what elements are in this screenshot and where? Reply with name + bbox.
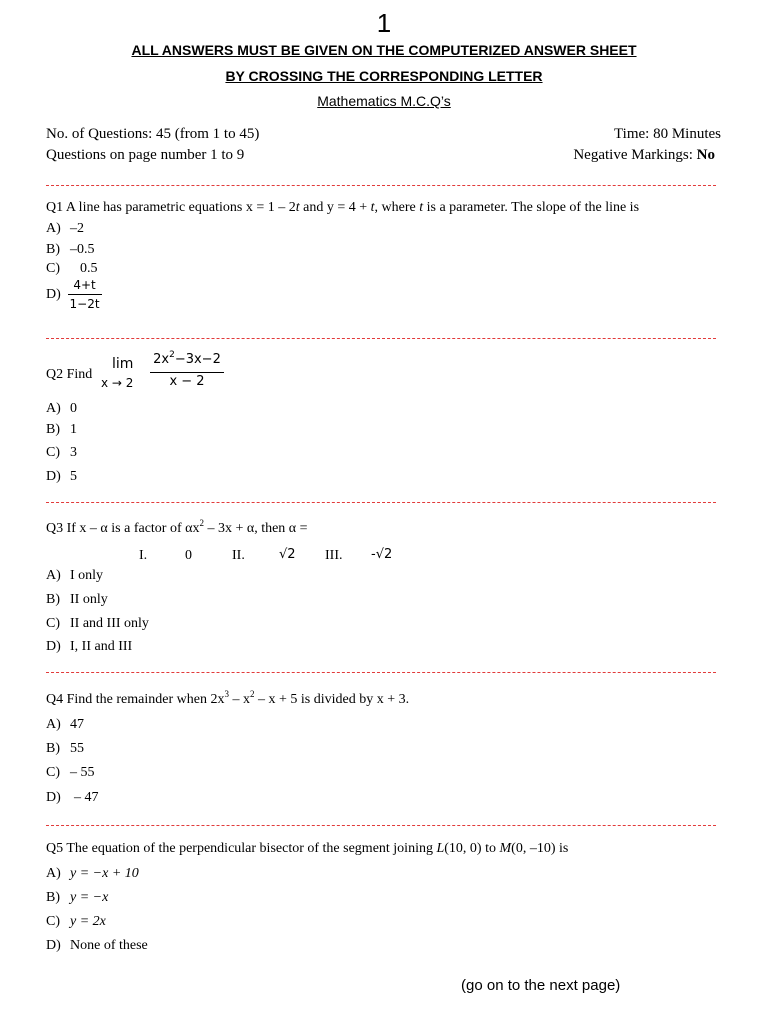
instruction-line-1: ALL ANSWERS MUST BE GIVEN ON THE COMPUTERIZED ANSWER SHEET (131, 42, 637, 58)
option-label: B) (46, 890, 60, 905)
divider (46, 672, 716, 673)
q3-option-b[interactable] (46, 592, 108, 608)
q5-option-a[interactable] (46, 866, 139, 882)
option-label: A) (46, 221, 61, 236)
q2-prefix: Q2 Find (46, 367, 93, 382)
q3-text: – 3x + α, then α = (203, 521, 308, 536)
q4-text: Q4 Find the remainder when 2x (46, 692, 225, 707)
option-label: D) (46, 469, 61, 484)
subject-title: Mathematics M.C.Q’s (317, 93, 451, 109)
option-text: 47 (70, 717, 84, 732)
exponent: 2 (249, 689, 255, 699)
q1-d-fraction (68, 278, 102, 311)
exponent: 2 (199, 518, 204, 528)
q5-option-d[interactable] (46, 938, 148, 954)
q2-lim: lim (112, 356, 134, 372)
time-limit: Time: 80 Minutes (614, 126, 721, 142)
option-label: C) (46, 445, 60, 460)
option-text: I only (70, 568, 104, 583)
q1-text: and y = 4 + (299, 200, 371, 215)
q3-choice-ii-value: √2 (279, 547, 296, 562)
option-text: y = 2x (70, 914, 106, 929)
divider (46, 825, 716, 826)
num-part: −3x−2 (174, 352, 221, 367)
num-questions: No. of Questions: 45 (from 1 to 45) (46, 126, 260, 142)
divider (46, 502, 716, 503)
q2-option-d[interactable] (46, 469, 77, 485)
negative-markings (573, 147, 715, 164)
option-label: A) (46, 401, 61, 416)
q5-option-c[interactable] (46, 914, 106, 930)
q1-text: is a parameter. The slope of the line is (423, 200, 640, 215)
q4-text: – x (228, 692, 250, 707)
option-text: 0.5 (80, 261, 98, 276)
option-text: 1 (70, 422, 77, 437)
q2-option-a[interactable] (46, 401, 77, 417)
q1-text: , where (374, 200, 420, 215)
q2-fraction-bar (150, 372, 224, 373)
option-text: –2 (70, 221, 84, 236)
q1-text: Q1 A line has parametric equations x = 1 – 2 (46, 200, 296, 215)
q2-option-b[interactable] (46, 422, 77, 438)
option-label: A) (46, 866, 61, 881)
option-text: 3 (70, 445, 77, 460)
option-text: y = −x (70, 890, 109, 905)
option-text: 55 (70, 741, 84, 756)
option-label: D) (46, 938, 61, 953)
q2-lim-sub: x → 2 (101, 376, 134, 390)
option-label: D) (46, 286, 61, 302)
option-label: C) (46, 765, 60, 780)
q2-option-c[interactable] (46, 445, 77, 461)
q1-option-d[interactable] (46, 278, 102, 311)
option-label: D) (46, 790, 61, 805)
q3-choice-iii-value: -√2 (371, 547, 393, 562)
option-label: C) (46, 914, 60, 929)
q5-text: (10, 0) to (444, 841, 500, 856)
option-text: None of these (70, 938, 148, 953)
q5-option-b[interactable] (46, 890, 108, 906)
page-questions: Questions on page number 1 to 9 (46, 147, 245, 163)
q5-point: L (436, 841, 445, 856)
question-4 (46, 689, 410, 708)
option-text: 0 (70, 401, 77, 416)
option-text: –0.5 (70, 242, 95, 257)
q1-var: t (295, 200, 300, 215)
option-text: y = −x + 10 (70, 866, 139, 881)
next-page-note: (go on to the next page) (461, 977, 621, 994)
q4-text: – x + 5 is divided by x + 3. (254, 692, 410, 707)
option-text: II only (70, 592, 108, 607)
q1-option-c[interactable] (46, 261, 98, 277)
divider (46, 338, 716, 339)
q3-choice-iii-label: III. (325, 548, 343, 563)
divider (46, 185, 716, 186)
q2-numerator (150, 352, 224, 367)
option-label: B) (46, 242, 60, 257)
negative-value: No (696, 147, 715, 163)
fraction-denominator: 1−2t (69, 297, 100, 311)
num-part: 2x (153, 352, 170, 367)
q4-option-d[interactable] (46, 790, 99, 806)
question-3 (46, 518, 308, 537)
option-label: B) (46, 592, 60, 607)
q2-denominator: x − 2 (169, 374, 205, 389)
option-text: 5 (70, 469, 77, 484)
q5-text: (0, –10) is (511, 841, 569, 856)
option-text: – 47 (74, 790, 99, 805)
q1-option-a[interactable] (46, 221, 84, 237)
q5-text: Q5 The equation of the perpendicular bisector of the segment joining (46, 841, 437, 856)
option-label: B) (46, 741, 60, 756)
negative-label: Negative Markings: (573, 147, 693, 163)
fraction-numerator: 4+t (73, 278, 96, 292)
q5-point: M (499, 841, 512, 856)
option-label: B) (46, 422, 60, 437)
q3-option-a[interactable] (46, 568, 103, 584)
option-label: C) (46, 261, 60, 276)
q3-option-d[interactable] (46, 639, 132, 655)
exponent: 2 (169, 350, 175, 360)
q1-var: t (370, 200, 375, 215)
question-5 (46, 841, 568, 857)
page-number: 1 (376, 8, 392, 38)
option-label: A) (46, 568, 61, 583)
q1-option-b[interactable] (46, 242, 95, 258)
option-text: – 55 (70, 765, 95, 780)
option-text: I, II and III (70, 639, 133, 654)
option-label: C) (46, 616, 60, 631)
q4-option-a[interactable] (46, 717, 84, 733)
q1-var: t (419, 200, 424, 215)
instruction-line-2: BY CROSSING THE CORRESPONDING LETTER (225, 68, 543, 84)
option-label: D) (46, 639, 61, 654)
q3-choice-i-value: 0 (185, 548, 192, 563)
question-1 (46, 200, 639, 216)
q3-choice-i-label: I. (139, 548, 148, 563)
q3-text: Q3 If x – α is a factor of αx (46, 521, 200, 536)
q3-choice-ii-label: II. (232, 548, 245, 563)
q4-option-b[interactable] (46, 741, 84, 757)
exponent: 3 (224, 689, 229, 699)
q4-option-c[interactable] (46, 765, 95, 781)
q3-option-c[interactable] (46, 616, 149, 632)
option-label: A) (46, 717, 61, 732)
option-text: II and III only (70, 616, 149, 631)
